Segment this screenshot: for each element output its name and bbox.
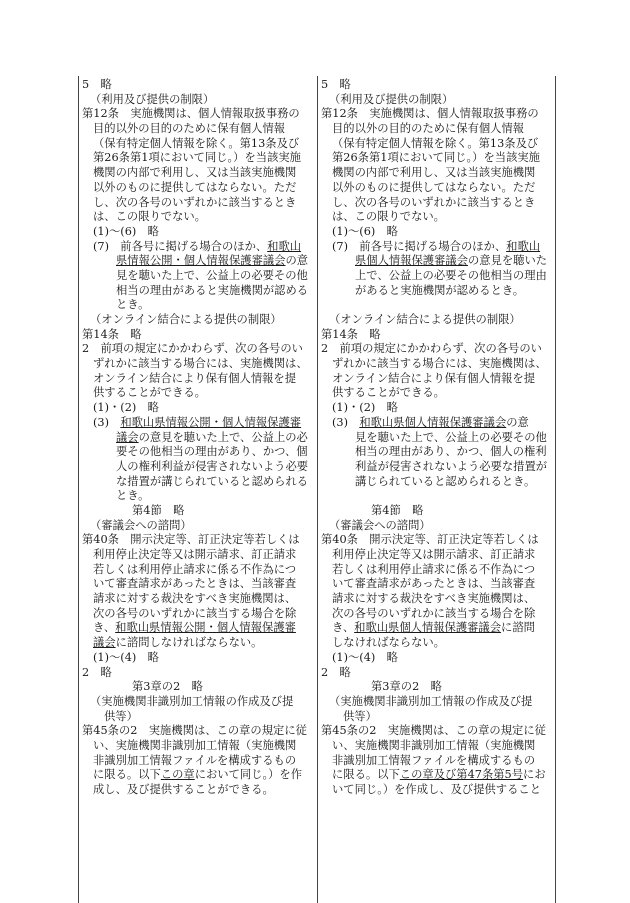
right-text-line: [321, 563, 551, 578]
line-text: 第3章の2 略: [132, 680, 203, 694]
left-text-line: [82, 122, 312, 137]
underlined-amendment: 和歌山県情報公開・個人情報保護審: [115, 621, 296, 635]
amended-text-column: [82, 78, 312, 798]
line-text: (7) 前各号に掲げる場合のほか、: [332, 239, 507, 253]
line-text: (3): [93, 415, 121, 429]
line-text: いて同じ。）を作成し、及び提供すること: [332, 783, 541, 796]
left-text-line: [82, 680, 312, 695]
right-text-line: [321, 754, 551, 769]
left-text-line: [82, 401, 312, 416]
left-text-line: [82, 269, 312, 284]
line-text: 目的以外の目的のために保有個人情報: [332, 122, 525, 136]
right-text-line: [321, 607, 551, 622]
line-text: 請求に対する裁決をすべき実施機関は、: [93, 592, 297, 606]
left-text-line: [82, 386, 312, 401]
line-text: 人の権利利益が侵害されないよう必要: [116, 459, 309, 473]
line-text: 見を聴いた上で、公益上の必要その他: [355, 430, 547, 444]
line-text: 第45条の2 実施機関は、この章の規定に従: [321, 724, 546, 738]
right-text-line: [321, 548, 551, 563]
right-text-line: [321, 240, 551, 255]
right-text-line: [321, 651, 551, 666]
left-text-line: [82, 621, 312, 636]
line-text: 2 前項の規定にかかわらず、次の各号のい: [82, 342, 303, 356]
line-text: (1)～(6) 略: [93, 224, 159, 238]
line-text: (7) 前各号に掲げる場合のほか、: [93, 239, 268, 253]
left-text-line: [82, 533, 312, 548]
line-text: 第40条 開示決定等、訂正決定等若しくは: [321, 533, 539, 547]
line-text: （保有特定個人情報を除く。第13条及び: [332, 136, 539, 150]
right-text-line: [321, 431, 551, 446]
left-text-line: [82, 342, 312, 357]
line-text: ずれかに該当する場合には、実施機関は、: [93, 357, 308, 371]
line-text: 供等）: [104, 709, 138, 723]
left-text-line: [82, 710, 312, 725]
left-text-line: [82, 151, 312, 166]
left-text-line: [82, 695, 312, 710]
line-text: （実施機関非識別加工情報の作成及び提: [329, 694, 533, 708]
line-text: 第45条の2 実施機関は、この章の規定に従: [82, 724, 307, 738]
line-text: (1)～(6) 略: [332, 224, 398, 238]
underlined-amendment: この章: [160, 768, 195, 782]
line-text: （利用及び提供の制限）: [90, 92, 215, 106]
left-text-line: [82, 768, 312, 783]
right-text-line: [321, 372, 551, 387]
left-text-line: [82, 93, 312, 108]
right-text-line: [321, 210, 551, 225]
underlined-amendment: 県個人情報保護審議会: [355, 254, 468, 268]
underlined-amendment: 議会: [93, 636, 116, 650]
right-text-line: [321, 768, 551, 783]
right-text-line: [321, 269, 551, 284]
line-text: 第4節 略: [371, 503, 424, 517]
line-text: 第12条 実施機関は、個人情報取扱事務の: [321, 107, 539, 121]
right-text-line: [321, 151, 551, 166]
right-text-line: [321, 710, 551, 725]
left-text-line: [82, 563, 312, 578]
left-text-line: [82, 210, 312, 225]
line-text: 第4節 略: [132, 503, 185, 517]
right-text-line: [321, 739, 551, 754]
left-text-line: [82, 475, 312, 490]
line-text: 利用停止決定等又は開示請求、訂正請求: [332, 548, 536, 561]
line-text: いて審査請求があったときは、当該審査: [332, 577, 536, 591]
underlined-amendment: 和歌山: [267, 239, 302, 253]
right-text-line: [321, 636, 551, 651]
line-text-tail: の意: [506, 415, 529, 429]
line-text: 講じられていると認められるとき。: [355, 474, 536, 488]
left-text-line: [82, 460, 312, 475]
line-text: （オンライン結合による提供の制限）: [329, 313, 521, 326]
line-text: 機関の内部で利用し、又は当該実施機関: [93, 166, 297, 180]
right-text-line: [321, 284, 551, 299]
line-text: 次の各号のいずれかに該当する場合を除: [93, 606, 297, 620]
left-text-line: [82, 445, 312, 460]
right-text-line: [321, 666, 551, 681]
left-text-line: [82, 592, 312, 607]
left-text-line: [82, 298, 312, 313]
left-text-line: [82, 577, 312, 592]
line-text: 供することができる。: [93, 386, 206, 400]
line-text: 以外のものに提供してはならない。ただ: [93, 180, 297, 194]
right-text-line: [321, 621, 551, 636]
right-text-line: [321, 401, 551, 416]
line-text: (1)・(2) 略: [332, 401, 398, 415]
right-text-line: [321, 342, 551, 357]
right-text-line: [321, 680, 551, 695]
line-text: 非識別加工情報ファイルを構成するもの: [332, 753, 536, 767]
line-text: 請求に対する裁決をすべき実施機関は、: [332, 592, 536, 606]
right-text-line: [321, 328, 551, 343]
left-text-line: [82, 240, 312, 255]
underlined-amendment: 和歌山県個人情報保護審議会: [354, 621, 502, 635]
right-text-line: [321, 445, 551, 460]
line-text: とき。: [116, 298, 150, 312]
line-text: に限る。以下: [332, 768, 400, 782]
line-text: （審議会への諮問）: [329, 518, 431, 532]
line-text: 2 略: [82, 665, 112, 679]
right-text-line: [321, 577, 551, 592]
left-text-line: [82, 489, 312, 504]
line-text: 要その他相当の理由があり、かつ、個: [116, 445, 308, 459]
line-text: 第26条第1項において同じ。）を当該実施: [332, 151, 540, 165]
right-text-line: [321, 166, 551, 181]
underlined-amendment: この章及び第47条第5号: [399, 768, 524, 782]
line-text: 利用停止決定等又は開示請求、訂正請求: [93, 548, 297, 561]
line-text: 第12条 実施機関は、個人情報取扱事務の: [82, 107, 300, 121]
underlined-amendment: 議会: [116, 430, 139, 444]
line-text: (1)・(2) 略: [93, 401, 159, 415]
line-text: （保有特定個人情報を除く。第13条及び: [93, 136, 300, 150]
line-text-tail: の意: [285, 254, 309, 268]
left-text-line: [82, 284, 312, 299]
right-text-line: [321, 78, 551, 93]
right-text-line: [321, 460, 551, 475]
left-text-line: [82, 328, 312, 343]
right-text-line: [321, 254, 551, 269]
left-text-line: [82, 254, 312, 269]
line-text: とき。: [116, 489, 150, 503]
left-text-line: [82, 783, 312, 798]
line-text: があると実施機関が認めるとき。: [355, 283, 525, 297]
line-text: 以外のものに提供してはならない。ただ: [332, 180, 536, 194]
underlined-amendment: 県情報公開・個人情報保護審議会: [116, 254, 286, 268]
right-text-line: [321, 298, 551, 313]
left-text-line: [82, 548, 312, 563]
right-text-line: [321, 107, 551, 122]
line-text-tail: にお: [523, 768, 546, 782]
line-text: 供することができる。: [332, 386, 445, 400]
line-text: 利益が侵害されないよう必要な措置が: [355, 459, 548, 473]
current-text-column: [321, 78, 551, 798]
right-text-line: [321, 93, 551, 108]
right-text-line: [321, 416, 551, 431]
right-text-line: [321, 592, 551, 607]
line-text: 見を聴いた上で、公益上の必要その他: [116, 268, 308, 282]
right-text-line: [321, 504, 551, 519]
line-text: な措置が講じられていると認められる: [116, 474, 309, 488]
left-text-line: [82, 724, 312, 739]
right-text-line: [321, 357, 551, 372]
line-text: に限る。以下: [93, 768, 161, 782]
line-text: 成し、及び提供することができる。: [93, 783, 274, 796]
right-text-line: [321, 489, 551, 504]
left-text-line: [82, 754, 312, 769]
left-text-line: [82, 372, 312, 387]
right-text-line: [321, 533, 551, 548]
line-text: 2 前項の規定にかかわらず、次の各号のい: [321, 342, 542, 356]
line-text: は、この限りでない。: [332, 210, 445, 224]
left-text-line: [82, 431, 312, 446]
left-text-line: [82, 357, 312, 372]
line-text: (1)～(4) 略: [93, 650, 159, 664]
line-text: 供等）: [343, 709, 377, 723]
right-text-line: [321, 695, 551, 710]
line-text-tail: の意見を聴いた: [467, 254, 548, 268]
left-text-line: [82, 416, 312, 431]
line-text: い、実施機関非識別加工情報（実施機関: [93, 738, 297, 752]
line-text: (1)～(4) 略: [332, 650, 398, 664]
left-text-line: [82, 181, 312, 196]
line-text: （実施機関非識別加工情報の作成及び提: [90, 694, 294, 708]
left-text-line: [82, 651, 312, 666]
right-text-line: [321, 724, 551, 739]
line-text: いて審査請求があったときは、当該審査: [93, 577, 297, 591]
right-text-line: [321, 386, 551, 401]
line-text: 非識別加工情報ファイルを構成するもの: [93, 753, 297, 767]
underlined-amendment: 和歌山: [506, 239, 541, 253]
line-text: い、実施機関非識別加工情報（実施機関: [332, 738, 536, 752]
left-text-line: [82, 504, 312, 519]
left-text-line: [82, 137, 312, 152]
underlined-amendment: 和歌山県情報公開・個人情報保護審: [120, 415, 302, 429]
line-text: 第14条 略: [321, 327, 381, 341]
line-text: 若しくは利用停止請求に係る不作為につ: [332, 562, 536, 576]
line-text: オンライン結合により保有個人情報を提: [93, 371, 297, 385]
left-text-line: [82, 519, 312, 534]
left-text-line: [82, 666, 312, 681]
line-text: 目的以外の目的のために保有個人情報: [93, 122, 286, 136]
line-text: しなければならない。: [332, 636, 445, 650]
line-text: し、次の各号のいずれかに該当するとき: [93, 195, 297, 209]
line-text: (3): [332, 415, 360, 429]
line-text: 第40条 開示決定等、訂正決定等若しくは: [82, 533, 300, 547]
line-text: 次の各号のいずれかに該当する場合を除: [332, 606, 536, 620]
right-text-line: [321, 313, 551, 328]
line-text: 相当の理由があり、かつ、個人の権利: [355, 445, 547, 459]
left-text-line: [82, 78, 312, 93]
left-text-line: [82, 196, 312, 211]
line-text: 若しくは利用停止請求に係る不作為につ: [93, 562, 297, 576]
right-text-line: [321, 137, 551, 152]
right-text-line: [321, 519, 551, 534]
line-text: 第14条 略: [82, 327, 142, 341]
left-text-line: [82, 739, 312, 754]
underlined-amendment: 和歌山県個人情報保護審議会: [359, 415, 507, 429]
line-text: は、この限りでない。: [93, 210, 206, 224]
line-text: 相当の理由があると実施機関が認める: [116, 283, 309, 297]
line-text: （利用及び提供の制限）: [329, 92, 454, 106]
line-text: （オンライン結合による提供の制限）: [90, 313, 282, 326]
line-text: 5 略: [82, 78, 112, 91]
right-text-line: [321, 181, 551, 196]
left-text-line: [82, 636, 312, 651]
line-text-tail: において同じ。）を作: [194, 768, 303, 782]
line-text: 第26条第1項において同じ。）を当該実施: [93, 151, 301, 165]
line-text-tail: に諮問しなければならない。: [115, 636, 263, 650]
line-text-tail: の意見を聴いた上で、公益上の必: [138, 430, 308, 444]
line-text-tail: に諮問: [501, 621, 535, 635]
line-text: 2 略: [321, 665, 351, 679]
line-text: 第3章の2 略: [371, 680, 442, 694]
right-text-line: [321, 225, 551, 240]
left-text-line: [82, 607, 312, 622]
left-text-line: [82, 225, 312, 240]
line-text: 機関の内部で利用し、又は当該実施機関: [332, 166, 536, 180]
left-text-line: [82, 313, 312, 328]
line-text: 5 略: [321, 78, 351, 91]
right-text-line: [321, 122, 551, 137]
right-text-line: [321, 196, 551, 211]
line-text: き、: [93, 621, 116, 635]
line-text: （審議会への諮問）: [90, 518, 192, 532]
line-text: ずれかに該当する場合には、実施機関は、: [332, 357, 547, 371]
line-text: オンライン結合により保有個人情報を提: [332, 371, 536, 385]
right-text-line: [321, 783, 551, 798]
left-text-line: [82, 166, 312, 181]
line-text: し、次の各号のいずれかに該当するとき: [332, 195, 536, 209]
left-text-line: [82, 107, 312, 122]
line-text: 上で、公益上の必要その他相当の理由: [355, 268, 547, 282]
right-text-line: [321, 475, 551, 490]
column-divider: [317, 76, 318, 903]
line-text: き、: [332, 621, 355, 635]
